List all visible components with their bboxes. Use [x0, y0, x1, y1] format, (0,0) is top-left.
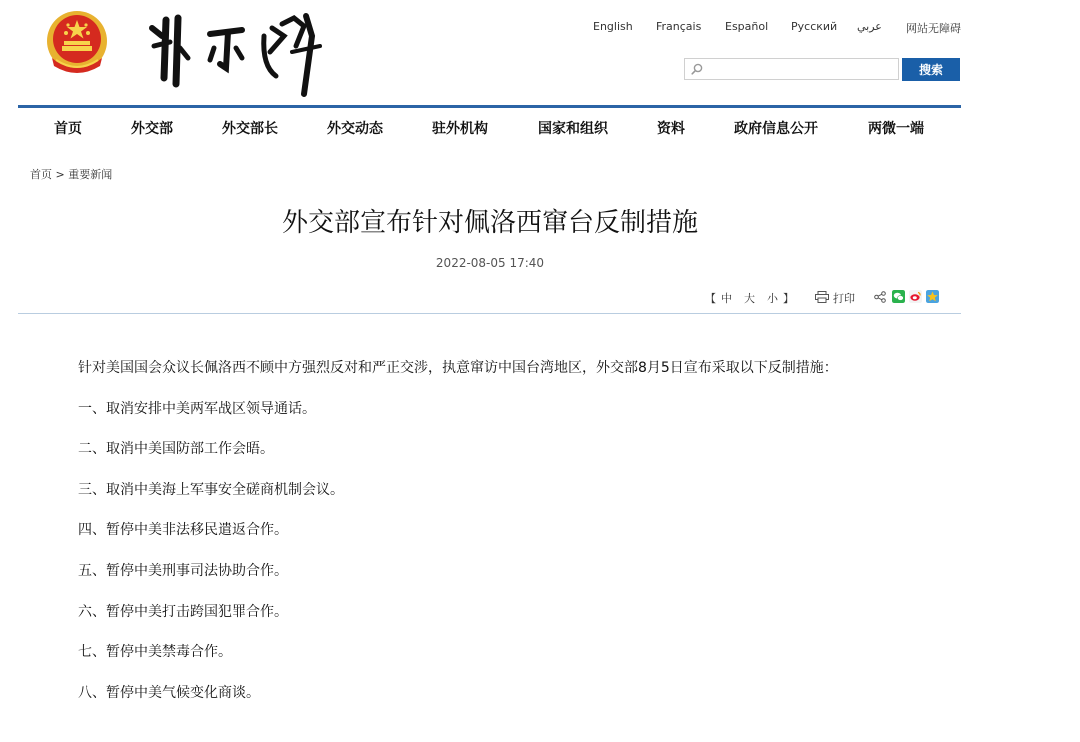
article-title: 外交部宣布针对佩洛西窜台反制措施: [281, 208, 698, 238]
search-input[interactable]: [707, 59, 895, 79]
font-size-medium-button[interactable]: 中: [721, 292, 732, 305]
measure-item-7: 七、暂停中美禁毒合作。: [78, 644, 232, 660]
nav-item-government-info[interactable]: 政府信息公开: [734, 121, 818, 137]
lang-link-russian[interactable]: Русский: [791, 20, 838, 33]
font-size-large-button[interactable]: 大: [744, 292, 755, 305]
nav-item-resources[interactable]: 资料: [657, 121, 685, 137]
font-size-bracket-close: 】: [783, 292, 794, 305]
measure-item-2: 二、取消中美国防部工作会晤。: [78, 441, 274, 457]
weibo-share-icon[interactable]: [909, 290, 922, 303]
ministry-calligraphy-logo[interactable]: [144, 6, 329, 98]
publish-date: 2022-08-05 17:40: [435, 256, 545, 270]
qzone-share-icon[interactable]: [926, 290, 939, 303]
search-icon: [691, 63, 703, 75]
breadcrumb-current-link[interactable]: 重要新闻: [68, 168, 113, 181]
print-icon[interactable]: [815, 291, 829, 303]
lang-link-english[interactable]: English: [593, 20, 633, 33]
article-tools: [700, 290, 962, 306]
nav-item-home[interactable]: 首页: [54, 121, 82, 137]
content-divider: [18, 313, 961, 314]
measure-item-6: 六、暂停中美打击跨国犯罪合作。: [78, 604, 288, 620]
font-size-bracket-open: 【: [705, 292, 716, 305]
measure-item-8: 八、暂停中美气候变化商谈。: [78, 685, 260, 701]
breadcrumb-home-link[interactable]: 首页: [30, 168, 52, 181]
measure-item-4: 四、暂停中美非法移民遣返合作。: [78, 522, 288, 538]
wechat-share-icon[interactable]: [892, 290, 905, 303]
accessibility-link[interactable]: 网站无障碍: [906, 22, 961, 35]
search-button[interactable]: 搜索: [902, 58, 960, 81]
print-button[interactable]: 打印: [833, 292, 855, 305]
search-box: [684, 58, 899, 80]
measure-item-5: 五、暂停中美刑事司法协助合作。: [78, 563, 288, 579]
font-size-small-button[interactable]: 小: [767, 292, 778, 305]
lang-link-arabic[interactable]: عربي: [857, 20, 882, 33]
measure-item-3: 三、取消中美海上军事安全磋商机制会议。: [78, 482, 344, 498]
breadcrumb: [30, 166, 112, 182]
share-icon[interactable]: [874, 291, 886, 303]
lang-link-spanish[interactable]: Español: [725, 20, 769, 33]
national-emblem-icon[interactable]: [42, 8, 112, 80]
nav-item-missions-abroad[interactable]: 驻外机构: [432, 121, 488, 137]
nav-item-minister[interactable]: 外交部长: [222, 121, 278, 137]
language-bar: [560, 20, 962, 38]
nav-item-ministry[interactable]: 外交部: [131, 121, 173, 137]
nav-item-countries-organizations[interactable]: 国家和组织: [538, 121, 608, 137]
nav-item-social-media[interactable]: 两微一端: [868, 121, 924, 137]
article-intro: 针对美国国会众议长佩洛西不顾中方强烈反对和严正交涉，执意窜访中国台湾地区，外交部8月5日宣布采取以下反制措施：: [78, 360, 838, 376]
lang-link-french[interactable]: Français: [656, 20, 702, 33]
nav-item-diplomatic-news[interactable]: 外交动态: [327, 121, 383, 137]
main-nav: [18, 105, 961, 144]
measure-item-1: 一、取消安排中美两军战区领导通话。: [78, 401, 316, 417]
breadcrumb-separator: >: [55, 168, 65, 181]
